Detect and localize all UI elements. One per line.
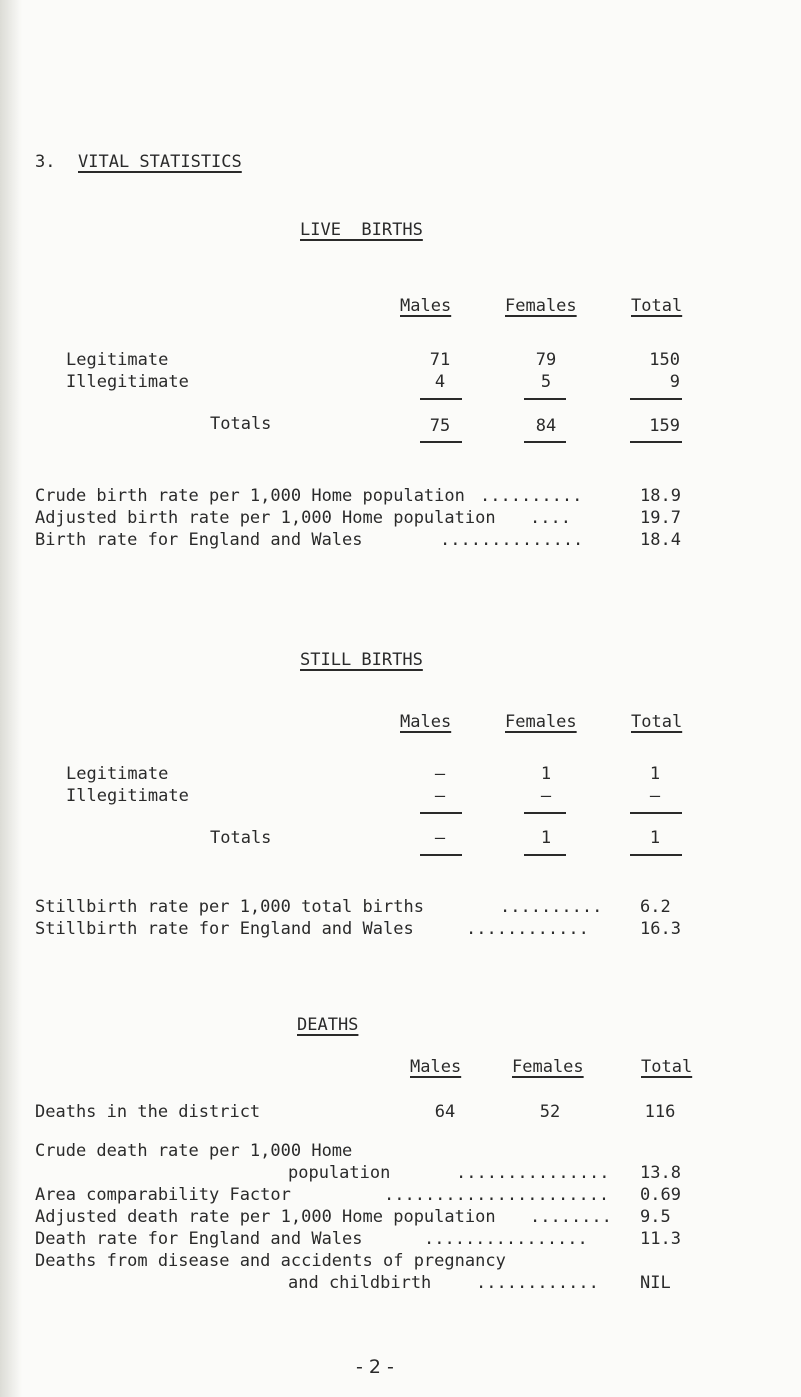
lb-row-label: Legitimate — [66, 350, 169, 370]
d-rate-value: 0.69 — [640, 1185, 681, 1205]
scan-edge-shadow — [0, 0, 22, 1397]
rule — [420, 854, 462, 856]
leader-dots: ............... — [456, 1163, 610, 1183]
lb-cell: 75 — [429, 416, 451, 436]
d-col-males: Males — [410, 1057, 462, 1077]
leader-dots: ........ — [530, 1207, 612, 1227]
d-rate-label-cont: and childbirth — [288, 1273, 432, 1293]
sb-row-label: Legitimate — [66, 764, 169, 784]
sb-col-males: Males — [400, 712, 452, 732]
d-col-females: Females — [512, 1057, 584, 1077]
d-rate-label: Adjusted death rate per 1,000 Home population — [35, 1207, 496, 1227]
rule — [420, 812, 462, 814]
lb-cell: 79 — [535, 350, 557, 370]
sb-cell: 1 — [649, 764, 661, 784]
d-col-total: Total — [641, 1057, 693, 1077]
rule — [630, 398, 682, 400]
lb-col-total: Total — [631, 296, 683, 316]
rule — [420, 441, 462, 443]
d-rate-label: Area comparability Factor — [35, 1185, 291, 1205]
lb-col-males: Males — [400, 296, 452, 316]
sb-cell: – — [434, 764, 446, 784]
lb-rate-label: Adjusted birth rate per 1,000 Home population — [35, 508, 496, 528]
rule — [524, 854, 566, 856]
d-rate-label: Deaths from disease and accidents of pregnancy — [35, 1251, 506, 1271]
lb-row-label: Illegitimate — [66, 372, 189, 392]
leader-dots: .... — [530, 508, 571, 528]
rule — [524, 398, 566, 400]
section-title: VITAL STATISTICS — [78, 152, 242, 172]
d-cell: 64 — [434, 1102, 456, 1122]
lb-rate-label: Crude birth rate per 1,000 Home population — [35, 486, 465, 506]
d-cell: 116 — [644, 1102, 676, 1122]
lb-rate-label: Birth rate for England and Wales — [35, 530, 363, 550]
sb-col-females: Females — [505, 712, 577, 732]
sb-rate-label: Stillbirth rate per 1,000 total births — [35, 897, 424, 917]
lb-cell: 9 — [669, 372, 680, 392]
sb-cell: – — [540, 786, 552, 806]
deaths-title: DEATHS — [297, 1015, 359, 1035]
d-rate-label-cont: population — [288, 1163, 391, 1183]
sb-cell: 1 — [540, 828, 552, 848]
page-number: - 2 - — [356, 1356, 394, 1378]
sb-cell: – — [434, 828, 446, 848]
leader-dots: .......... — [480, 486, 583, 506]
lb-cell: 5 — [540, 372, 552, 392]
lb-cell: 159 — [649, 416, 680, 436]
sb-cell: – — [434, 786, 446, 806]
rule — [630, 812, 682, 814]
d-rate-label: Death rate for England and Wales — [35, 1229, 363, 1249]
rule — [630, 854, 682, 856]
sb-rate-value: 16.3 — [640, 919, 681, 939]
lb-col-females: Females — [505, 296, 577, 316]
sb-cell: 1 — [649, 828, 661, 848]
lb-totals-label: Totals — [210, 414, 272, 434]
rule — [420, 398, 462, 400]
sb-rate-label: Stillbirth rate for England and Wales — [35, 919, 414, 939]
rule — [524, 812, 566, 814]
sb-cell: – — [649, 786, 661, 806]
lb-rate-value: 18.4 — [640, 530, 681, 550]
leader-dots: .............. — [440, 530, 584, 550]
sb-col-total: Total — [631, 712, 683, 732]
leader-dots: ................ — [424, 1229, 588, 1249]
section-number: 3. — [35, 152, 56, 172]
d-rate-value: 9.5 — [640, 1207, 671, 1227]
d-rate-value: 13.8 — [640, 1163, 681, 1183]
leader-dots: ............ — [476, 1273, 599, 1293]
leader-dots: ............ — [466, 919, 589, 939]
lb-rate-value: 18.9 — [640, 486, 681, 506]
lb-cell: 84 — [535, 416, 557, 436]
rule — [630, 441, 682, 443]
lb-cell: 150 — [649, 350, 680, 370]
d-rate-value: NIL — [640, 1273, 671, 1293]
d-rate-label: Crude death rate per 1,000 Home — [35, 1141, 353, 1161]
live-births-title: LIVE BIRTHS — [300, 220, 423, 240]
lb-cell: 4 — [434, 372, 446, 392]
sb-cell: 1 — [540, 764, 552, 784]
d-rate-value: 11.3 — [640, 1229, 681, 1249]
d-district-label: Deaths in the district — [35, 1102, 261, 1122]
lb-rate-value: 19.7 — [640, 508, 681, 528]
sb-row-label: Illegitimate — [66, 786, 189, 806]
leader-dots: .......... — [500, 897, 603, 917]
sb-rate-value: 6.2 — [640, 897, 671, 917]
lb-cell: 71 — [429, 350, 451, 370]
sb-totals-label: Totals — [210, 828, 272, 848]
leader-dots: ...................... — [384, 1185, 610, 1205]
d-cell: 52 — [539, 1102, 561, 1122]
still-births-title: STILL BIRTHS — [300, 650, 423, 670]
rule — [524, 441, 566, 443]
